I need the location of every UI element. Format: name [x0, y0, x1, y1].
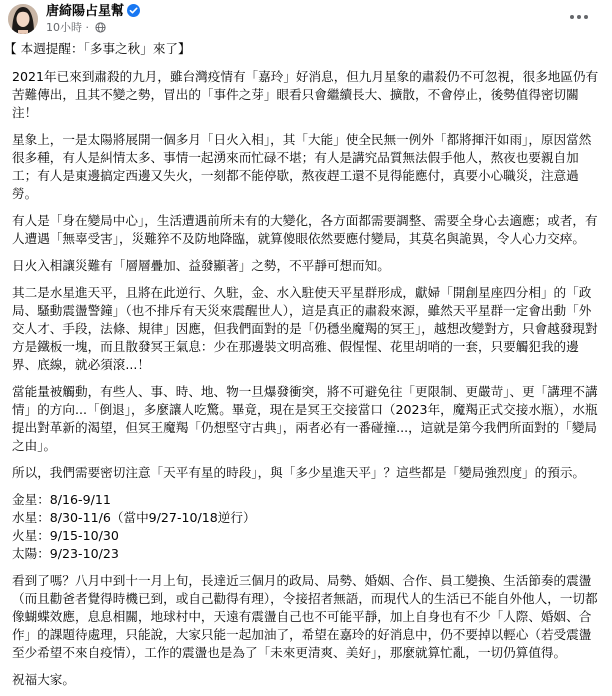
post-body — [0, 40, 612, 693]
post-paragraph: 所以，我們需要密切注意「天平有星的時段」，與「多少星進天平」？這些都是「變局強烈度」的預示。 — [12, 465, 586, 480]
meta-separator: · — [85, 21, 89, 34]
post-paragraph: 日火入相讓災難有「層層疊加、益發顯著」之勢，不平靜可想而知。 — [12, 258, 390, 273]
post-paragraph: 有人是「身在變局中心」，生活遭遇前所未有的大變化，各方面都需要調整、需要全身心去適應；或者，有人遭遇「無辜受害」，災難猝不及防地降臨，就算傻眼依然要應付變局，其莫名與詭異，令人心力交瘁。 — [12, 213, 598, 246]
post-header — [0, 0, 612, 40]
planet-schedule-list — [0, 491, 612, 563]
schedule-item: 金星：8/16-9/11 — [12, 492, 111, 507]
post-meta — [46, 21, 106, 35]
post-paragraph: 2021年已來到肅殺的九月，雖台灣疫情有「嘉玲」好消息，但九月星象的肅殺仍不可忽視，很多地區仍有苦難傳出，且其不變之勢，冒出的「事件之芽」眼看只會繼續長大、擴散，不會停止，後勢值得密切關注！ — [12, 69, 599, 120]
schedule-item: 水星：8/30-11/6（當中9/27-10/18逆行） — [12, 510, 256, 525]
globe-icon[interactable] — [95, 22, 106, 33]
author-name-text[interactable]: 唐綺陽占星幫 — [46, 4, 125, 19]
post-paragraph: 星象上，一是太陽將展開一個多月「日火入相」，其「大能」使全民無一例外「都將揮汗如雨」，原因當然很多種，有人是糾情太多、事情一起湧來而忙碌不堪；有人是講究品質無法假手他人，熬夜也要親自加工；有人是東邊搞定西邊又失火，一刻都不能停歇，熬夜趕工還不見得能應付，真要小心職災，注意過勞。 — [12, 132, 592, 201]
verified-badge-icon — [127, 4, 140, 17]
post-closing: 祝福大家。 — [12, 672, 75, 687]
post-time[interactable]: 10小時 — [46, 21, 82, 34]
post-title: 【 本週提醒：「多事之秋」來了】 — [4, 41, 191, 56]
post-paragraph: 其二是水星進天平，且將在此逆行、久駐，金、水入駐使天平星群形成，獻婦「開創星座四分相」的「政局、騷動震盪警鐘」（也不排斥有天災來震醒世人），這是真正的肅殺來源，雖然天平星群一定會出動「外交人才、手段，法條、規律」因應，但我們面對的是「仍穩坐魔羯的冥王」，越想改變對方，只會越發現對方是鐵板一塊，而且散發冥王氣息：少在那邊裝文明高雅、假惺惺、花里胡哨的一套，只要觸犯我的邊界、底線，就必須滾...！ — [12, 285, 598, 372]
post-paragraph: 當能量被觸動，有些人、事、時、地、物一旦爆發衝突，將不可避免往「更限制、更嚴苛」、更「講理不講情」的方向...「倒退」，多麼讓人吃驚。畢竟，現在是冥王交接當口（2023年，魔羯正式交接水瓶），水瓶提出對革新的渴望，但冥王魔羯「仍想堅守古典」，兩者必有一番碰撞...，這就是第今我們所面對的「變局之由」。 — [12, 384, 598, 453]
schedule-item: 火星：9/15-10/30 — [12, 528, 119, 543]
schedule-item: 太陽：9/23-10/23 — [12, 546, 119, 561]
avatar[interactable] — [8, 4, 38, 34]
more-options-icon[interactable] — [564, 5, 594, 29]
post-paragraph: 看到了嗎？八月中到十一月上旬，長達近三個月的政局、局勢、婚姻、合作、員工變換、生活節奏的震盪（而且勸爸者覺得時機已到，或自己勸得有理），令接招者無語，而現代人的生活已不能自外他人，一切都像蝴蝶效應，息息相關，地球村中，天遠有震盪自己也不可能平靜，加上自身也有不少「人際、婚姻、合作」的課題待處理，只能說，大家只能一起加油了，希望在嘉玲的好消息中，仍不要掉以輕心（若受震盪至少希望不來自疫情），工作的震盪也是為了「未來更清爽、美好」，那麼就算忙亂，一切仍算值得。 — [12, 573, 598, 660]
author-name[interactable] — [46, 4, 140, 20]
